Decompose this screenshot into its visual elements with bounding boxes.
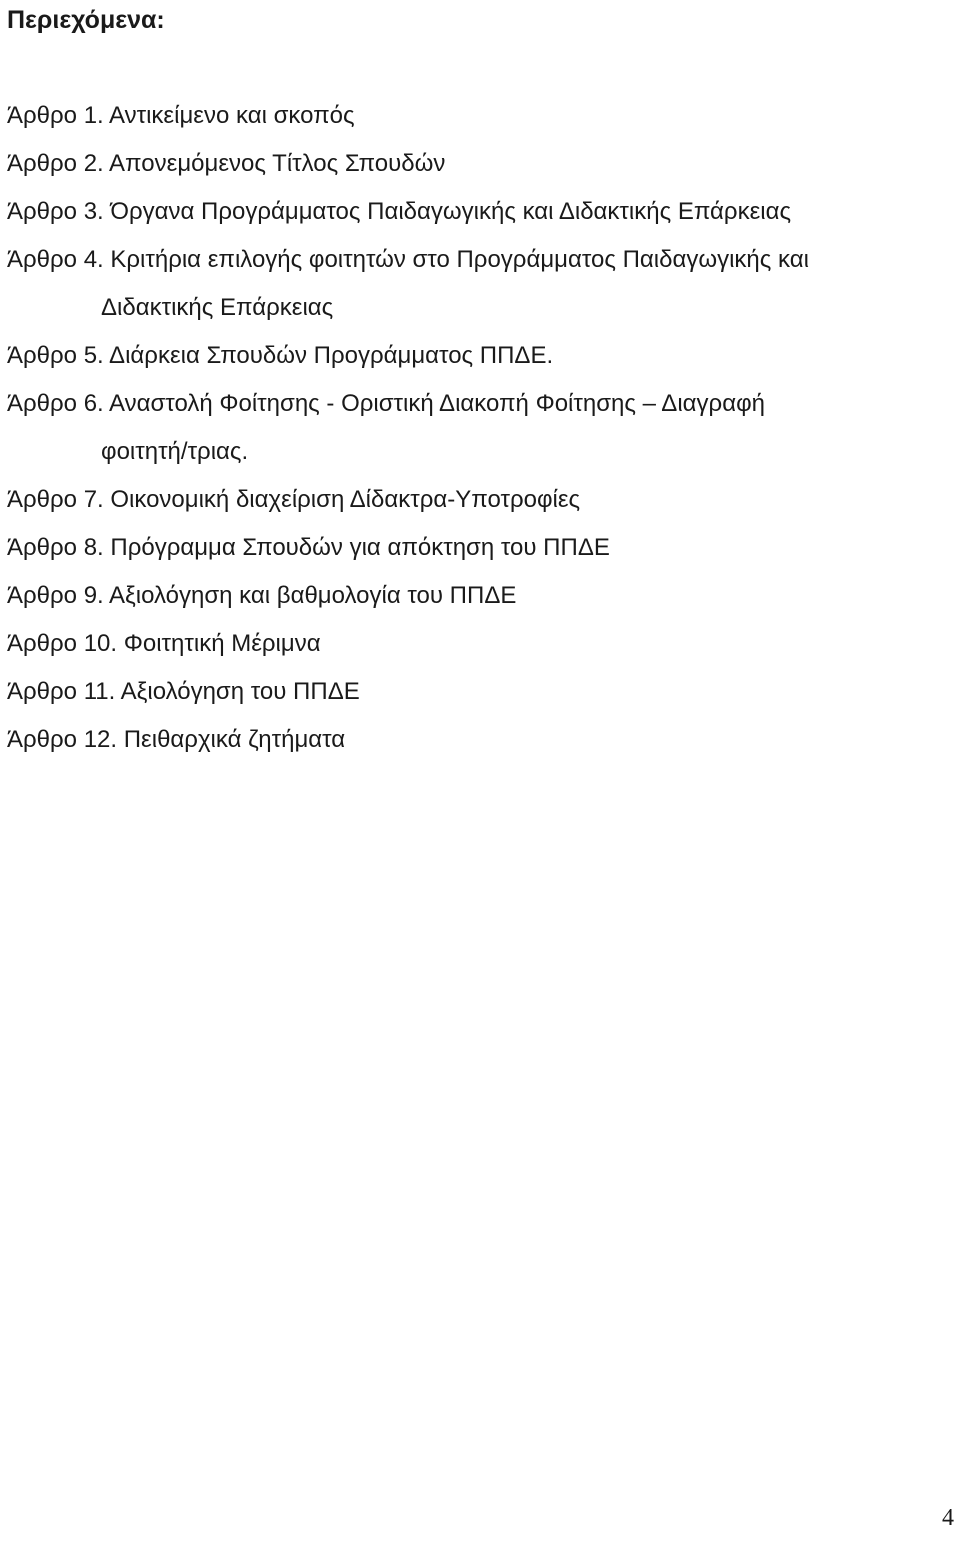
- toc-list: [7, 92, 947, 764]
- toc-entry-text: Άρθρο 7. Οικονομική διαχείριση Δίδακτρα-Υποτροφίες: [7, 486, 581, 513]
- toc-entry-continuation: Διδακτικής Επάρκειας: [101, 294, 334, 321]
- toc-entry-text: Άρθρο 2. Απονεμόμενος Τίτλος Σπουδών: [7, 150, 446, 177]
- toc-entry-text: Άρθρο 6. Αναστολή Φοίτησης - Οριστική Διακοπή Φοίτησης – Διαγραφή: [7, 390, 765, 417]
- toc-entry-text: Άρθρο 10. Φοιτητική Μέριμνα: [7, 630, 321, 657]
- toc-entry-continuation: φοιτητή/τριας.: [101, 438, 249, 465]
- toc-entry-text: Άρθρο 9. Αξιολόγηση και βαθμολογία του ΠΠΔΕ: [7, 582, 517, 609]
- toc-entry-text: Άρθρο 3. Όργανα Προγράμματος Παιδαγωγικής και Διδακτικής Επάρκειας: [7, 198, 792, 225]
- toc-entry-text: Άρθρο 11. Αξιολόγηση του ΠΠΔΕ: [7, 678, 360, 705]
- toc-entry: [7, 524, 947, 572]
- toc-entry-text: Άρθρο 8. Πρόγραμμα Σπουδών για απόκτηση του ΠΠΔΕ: [7, 534, 610, 561]
- toc-entry-text: Άρθρο 12. Πειθαρχικά ζητήματα: [7, 726, 346, 753]
- toc-entry: [7, 668, 947, 716]
- toc-entry: [7, 140, 947, 188]
- toc-entry: [7, 476, 947, 524]
- toc-entry: [7, 188, 947, 236]
- page-number: 4: [942, 1505, 954, 1531]
- toc-entry: [7, 92, 947, 140]
- toc-entry: [7, 572, 947, 620]
- toc-entry: [7, 716, 947, 764]
- toc-entry: [7, 380, 947, 476]
- toc-entry-text: Άρθρο 5. Διάρκεια Σπουδών Προγράμματος ΠΠΔΕ.: [7, 342, 554, 369]
- toc-entry-text: Άρθρο 4. Κριτήρια επιλογής φοιτητών στο Προγράμματος Παιδαγωγικής και: [7, 246, 809, 273]
- toc-entry-text: Άρθρο 1. Αντικείμενο και σκοπός: [7, 102, 355, 129]
- toc-heading: Περιεχόμενα:: [7, 6, 165, 34]
- toc-entry: [7, 620, 947, 668]
- toc-entry: [7, 236, 947, 332]
- toc-entry: [7, 332, 947, 380]
